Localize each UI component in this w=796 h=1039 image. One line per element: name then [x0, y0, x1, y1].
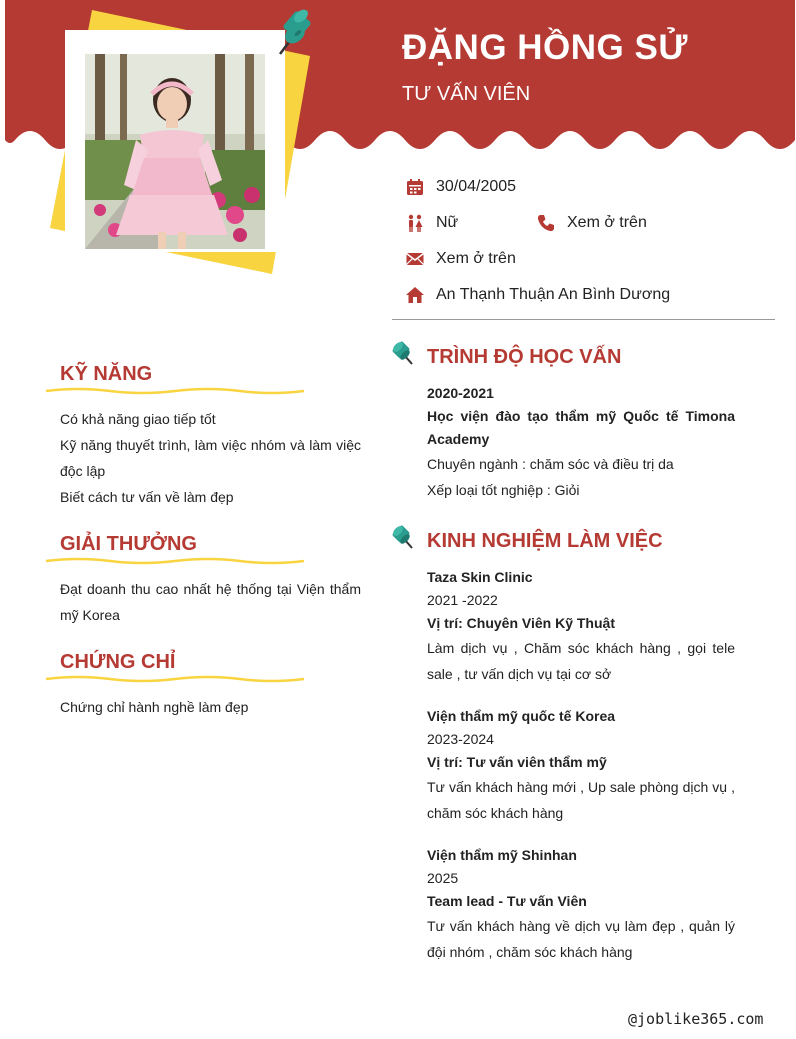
home-icon — [405, 285, 425, 305]
experience-entry — [427, 844, 735, 965]
photo-image — [85, 54, 265, 249]
certificates-list — [60, 694, 361, 720]
awards-underline — [46, 556, 304, 566]
mail-icon — [405, 249, 425, 269]
candidate-title: TƯ VẤN VIÊN — [402, 83, 531, 105]
awards-heading: GIẢI THƯỞNG — [60, 533, 197, 555]
certificates-heading: CHỨNG CHỈ — [60, 651, 176, 673]
job-company: Viện thẩm mỹ Shinhan — [427, 847, 577, 863]
job-company: Taza Skin Clinic — [427, 569, 533, 585]
education-period: 2020-2021 — [427, 385, 494, 401]
skills-underline — [46, 386, 304, 396]
pushpin-icon — [390, 524, 418, 552]
skills-heading: KỸ NĂNG — [60, 363, 153, 385]
certificate-item: Chứng chỉ hành nghề làm đẹp — [60, 699, 249, 715]
contact-divider — [392, 319, 775, 320]
job-description: Làm dịch vụ , Chăm sóc khách hàng , gọi tele sale , tư vấn dịch vụ tại cơ sở — [427, 640, 735, 682]
experience-entry — [427, 566, 735, 687]
contact-email — [405, 249, 516, 269]
skill-item: Kỹ năng thuyết trình, làm việc nhóm và làm việc độc lập — [60, 437, 361, 479]
pushpin-icon — [390, 340, 418, 368]
contact-phone — [536, 213, 647, 233]
education-school: Học viện đào tạo thẩm mỹ Quốc tế Timona Academy — [427, 408, 735, 447]
email-value: Xem ở trên — [436, 250, 516, 267]
job-position: Vị trí: Chuyên Viên Kỹ Thuật — [427, 615, 615, 631]
experience-heading: KINH NGHIỆM LÀM VIỆC — [427, 530, 663, 552]
address-value: An Thạnh Thuận An Bình Dương — [436, 286, 671, 303]
education-entry — [427, 382, 735, 503]
footer-watermark: @joblike365.com — [628, 1010, 764, 1028]
experience-entry — [427, 705, 735, 826]
birthdate-value: 30/04/2005 — [436, 178, 517, 195]
phone-icon — [536, 213, 556, 233]
job-position: Team lead - Tư vấn Viên — [427, 893, 587, 909]
job-company: Viện thẩm mỹ quốc tế Korea — [427, 708, 616, 724]
job-period: 2025 — [427, 870, 459, 886]
skill-item: Biết cách tư vấn về làm đẹp — [60, 489, 234, 505]
skills-list — [60, 406, 361, 510]
gender-value: Nữ — [436, 214, 459, 231]
job-description: Tư vấn khách hàng mới , Up sale phòng dịch vụ , chăm sóc khách hàng — [427, 779, 735, 821]
candidate-name: ĐẶNG HỒNG SỬ — [402, 28, 688, 67]
calendar-icon — [405, 177, 425, 197]
job-period: 2021 -2022 — [427, 592, 498, 608]
gender-icon — [405, 213, 425, 233]
awards-list — [60, 576, 361, 628]
contact-birthdate — [405, 177, 516, 197]
education-heading: TRÌNH ĐỘ HỌC VẤN — [427, 346, 622, 368]
certificates-underline — [46, 674, 304, 684]
education-major: Chuyên ngành : chăm sóc và điều trị da — [427, 456, 674, 472]
contact-gender — [405, 213, 458, 233]
job-description: Tư vấn khách hàng về dịch vụ làm đẹp , quản lý đội nhóm , chăm sóc khách hàng — [427, 918, 735, 960]
award-item: Đạt doanh thu cao nhất hệ thống tại Viện thẩm mỹ Korea — [60, 581, 361, 623]
phone-value: Xem ở trên — [567, 214, 647, 231]
skill-item: Có khả năng giao tiếp tốt — [60, 411, 216, 427]
job-position: Vị trí: Tư vấn viên thẩm mỹ — [427, 754, 607, 770]
contact-address — [405, 285, 670, 305]
education-grade: Xếp loại tốt nghiệp : Giỏi — [427, 482, 580, 498]
job-period: 2023-2024 — [427, 731, 494, 747]
profile-photo — [40, 0, 330, 290]
